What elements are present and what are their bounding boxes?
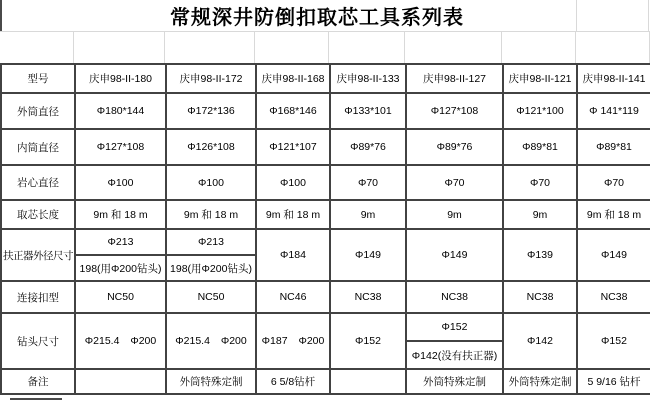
table-cell: Φ168*146: [256, 93, 330, 129]
empty-grid-row: [0, 31, 650, 63]
empty-cell: [165, 32, 255, 63]
row-label: 型号: [1, 64, 75, 93]
empty-cell: [502, 32, 576, 63]
table-cell: 9m: [330, 200, 406, 229]
empty-cell: [576, 32, 650, 63]
table-cell: NC38: [577, 281, 650, 313]
table-cell: Φ149: [577, 229, 650, 281]
table-cell: Φ149: [406, 229, 503, 281]
row-remark: [1, 369, 650, 394]
table-cell: 庆申98-II-168: [256, 64, 330, 93]
table-cell: Φ70: [330, 165, 406, 200]
row-core-length: [1, 200, 650, 229]
table-cell: Φ213: [75, 229, 166, 255]
table-cell: NC38: [330, 281, 406, 313]
table-cell: 198(用Φ200钻头): [75, 255, 166, 281]
row-label: 钻头尺寸: [1, 313, 75, 369]
table-cell: Φ127*108: [75, 129, 166, 165]
table-cell: Φ89*76: [406, 129, 503, 165]
table-cell: Φ133*101: [330, 93, 406, 129]
table-cell: Φ215.4 Φ200: [75, 313, 166, 369]
table-cell: Φ149: [330, 229, 406, 281]
title-row: [0, 0, 650, 31]
table-cell: 外筒特殊定制: [406, 369, 503, 394]
row-outer-diameter: [1, 93, 650, 129]
row-label: 外筒直径: [1, 93, 75, 129]
table-cell: Φ139: [503, 229, 577, 281]
table-cell: Φ100: [166, 165, 256, 200]
table-cell: Φ184: [256, 229, 330, 281]
table-cell: Φ100: [256, 165, 330, 200]
table-cell: 9m 和 18 m: [75, 200, 166, 229]
tool-series-table: [0, 63, 650, 395]
table-cell: Φ213: [166, 229, 256, 255]
table-cell: 庆申98-II-133: [330, 64, 406, 93]
table-cell: 庆申98-II-127: [406, 64, 503, 93]
row-label: 岩心直径: [1, 165, 75, 200]
table-cell: Φ152: [406, 313, 503, 341]
empty-cell: [74, 32, 165, 63]
table-cell: Φ121*107: [256, 129, 330, 165]
page-title: 常规深井防倒扣取芯工具系列表: [170, 7, 464, 29]
row-centralizer-top: [1, 229, 650, 255]
table-cell: Φ100: [75, 165, 166, 200]
table-cell: Φ89*81: [577, 129, 650, 165]
table-cell: Φ126*108: [166, 129, 256, 165]
table-cell: Φ142(没有扶正器): [406, 341, 503, 369]
table-cell: Φ121*100: [503, 93, 577, 129]
row-inner-diameter: [1, 129, 650, 165]
table-cell: 外筒特殊定制: [503, 369, 577, 394]
table-cell: 9m 和 18 m: [166, 200, 256, 229]
table-cell: Φ70: [503, 165, 577, 200]
gridline-vertical: [648, 0, 649, 31]
table-cell: Φ127*108: [406, 93, 503, 129]
table-cell: Φ152: [577, 313, 650, 369]
table-cell: NC38: [406, 281, 503, 313]
table-cell: 9m 和 18 m: [256, 200, 330, 229]
table-cell: Φ89*76: [330, 129, 406, 165]
table-cell: Φ215.4 Φ200: [166, 313, 256, 369]
table-cell: 外筒特殊定制: [166, 369, 256, 394]
row-label: 扶正器外径尺寸: [1, 229, 75, 281]
table-cell: NC46: [256, 281, 330, 313]
table-cell: 庆申98-II-180: [75, 64, 166, 93]
gridline-vertical: [576, 0, 577, 31]
row-bit-size-top: [1, 313, 650, 341]
row-core-diameter: [1, 165, 650, 200]
bottom-partial-row: [0, 395, 650, 402]
row-model: [1, 64, 650, 93]
table-cell: [330, 369, 406, 394]
empty-cell: [255, 32, 329, 63]
table-cell: Φ172*136: [166, 93, 256, 129]
table-cell: Φ142: [503, 313, 577, 369]
table-cell: 庆申98-II-141: [577, 64, 650, 93]
table-cell: Φ70: [406, 165, 503, 200]
row-label: 取芯长度: [1, 200, 75, 229]
table-cell: 9m: [503, 200, 577, 229]
table-cell: NC50: [75, 281, 166, 313]
table-cell: NC50: [166, 281, 256, 313]
table-cell: 9m 和 18 m: [577, 200, 650, 229]
table-cell: Φ89*81: [503, 129, 577, 165]
table-cell: 198(用Φ200钻头): [166, 255, 256, 281]
row-label: 内筒直径: [1, 129, 75, 165]
table-cell: 庆申98-II-121: [503, 64, 577, 93]
table-cell: [75, 369, 166, 394]
table-cell: 庆申98-II-172: [166, 64, 256, 93]
empty-cell: [329, 32, 405, 63]
empty-cell: [0, 32, 74, 63]
table-cell: Φ 141*119: [577, 93, 650, 129]
table-cell: 9m: [406, 200, 503, 229]
table-cell: NC38: [503, 281, 577, 313]
table-cell: Φ187 Φ200: [256, 313, 330, 369]
title-left-border: [0, 0, 2, 31]
row-label: 备注: [1, 369, 75, 394]
table-cell: Φ152: [330, 313, 406, 369]
row-label: 连接扣型: [1, 281, 75, 313]
row-thread-type: [1, 281, 650, 313]
table-cell: 6 5/8钻杆: [256, 369, 330, 394]
empty-cell: [405, 32, 502, 63]
table-cell: Φ180*144: [75, 93, 166, 129]
table-cell: 5 9/16 钻杆: [577, 369, 650, 394]
table-cell: Φ70: [577, 165, 650, 200]
